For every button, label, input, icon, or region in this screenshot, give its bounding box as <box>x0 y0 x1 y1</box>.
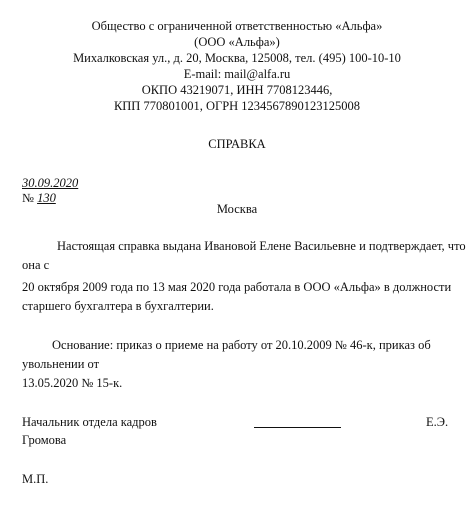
para1-line2: она с <box>22 258 50 272</box>
para2-line1: Основание: приказ о приеме на работу от 20.10.2009 № 46-к, приказ об <box>52 338 431 352</box>
document-city: Москва <box>216 202 258 216</box>
company-kpp-ogrn: КПП 770801001, ОГРН 1234567890123125008 <box>113 99 361 113</box>
signature-line <box>254 427 341 428</box>
para1-line1: Настоящая справка выдана Ивановой Елене Васильевне и подтверждает, что <box>57 239 466 253</box>
document-date: 30.09.2020 <box>22 176 79 190</box>
company-address: Михалковская ул., д. 20, Москва, 125008, тел. (495) 100-10-10 <box>73 51 401 65</box>
company-name: Общество с ограниченной ответственностью «Альфа» <box>91 19 383 33</box>
document-number: 130 <box>37 191 56 205</box>
company-email: E-mail: mail@alfa.ru <box>183 67 291 81</box>
company-short-name: (ООО «Альфа») <box>194 35 280 49</box>
para2-line2: увольнении от <box>22 357 100 371</box>
document-title: СПРАВКА <box>208 137 266 151</box>
signer-position: Начальник отдела кадров <box>22 415 157 429</box>
para2-line3: 13.05.2020 № 15-к. <box>22 376 123 390</box>
signer-initials: Е.Э. <box>426 415 449 429</box>
signer-surname: Громова <box>22 433 67 447</box>
company-okpo-inn: ОКПО 43219071, ИНН 7708123446, <box>141 83 333 97</box>
para1-line3: 20 октября 2009 года по 13 мая 2020 года работала в ООО «Альфа» в должности <box>22 280 452 294</box>
para1-line4: старшего бухгалтера в бухгалтерии. <box>22 299 214 313</box>
number-sign: № <box>22 191 34 205</box>
seal-placeholder: М.П. <box>22 472 49 486</box>
